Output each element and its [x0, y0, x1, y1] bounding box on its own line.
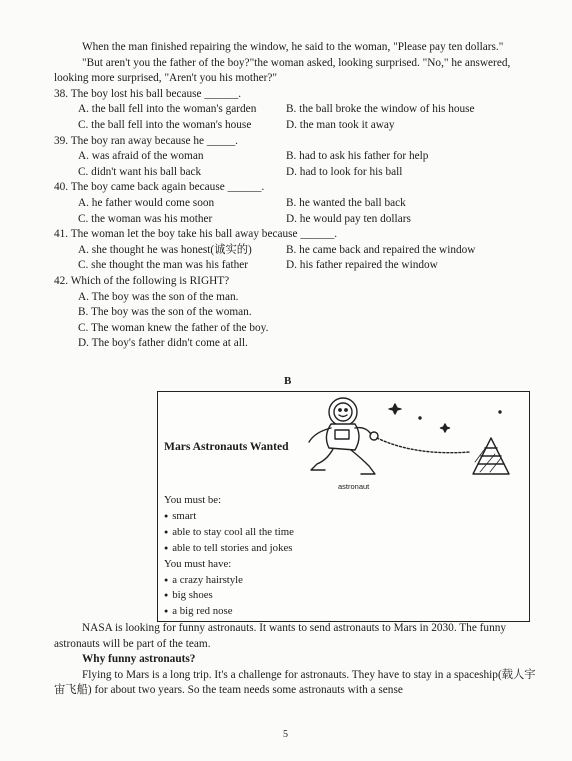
option-c[interactable]: C. the woman was his mother: [78, 212, 213, 225]
option-a[interactable]: A. was afraid of the woman: [78, 150, 204, 163]
list-item: ● able to stay cool all the time: [164, 525, 524, 541]
list-item: ● big shoes: [164, 588, 524, 604]
option-d[interactable]: D. his father repaired the window: [286, 259, 438, 272]
option-c[interactable]: C. The woman knew the father of the boy.: [78, 321, 269, 334]
question-40: [54, 180, 538, 227]
option-a[interactable]: A. she thought he was honest(诚实的): [78, 243, 252, 256]
passage-paragraph: NASA is looking for funny astronauts. It wants to send astronauts to Mars in 2030. The funny astronauts will be part of the team.: [54, 622, 507, 650]
question-stem: 38. The boy lost his ball because ______.: [54, 87, 242, 100]
option-a[interactable]: A. he father would come soon: [78, 196, 215, 209]
question-stem: 41. The woman let the boy take his ball away because ______.: [54, 228, 338, 241]
passage-paragraph: "But aren't you the father of the boy?"the woman asked, looking surprised. "No," he answered, looking more surprised, "Aren't you his mother?": [54, 56, 511, 85]
option-d[interactable]: D. he would pay ten dollars: [286, 212, 411, 225]
list-item: ● a crazy hairstyle: [164, 573, 524, 589]
question-stem: 40. The boy came back again because ______.: [54, 181, 265, 194]
option-b[interactable]: B. The boy was the son of the woman.: [78, 306, 252, 319]
question-41: [54, 227, 538, 274]
must-have-label: You must have:: [164, 557, 232, 570]
option-c[interactable]: C. she thought the man was his father: [78, 259, 249, 272]
list-item: ● a big red nose: [164, 604, 524, 620]
option-b[interactable]: B. he came back and repaired the window: [286, 243, 476, 256]
astronaut-illustration: [295, 394, 525, 484]
passage-paragraph: When the man finished repairing the window, he said to the woman, "Please pay ten dollars.": [82, 41, 504, 53]
page-number: 5: [283, 729, 288, 740]
question-42: [54, 274, 538, 352]
option-a[interactable]: A. The boy was the son of the man.: [78, 290, 239, 303]
option-b[interactable]: B. had to ask his father for help: [286, 150, 429, 163]
question-39: [54, 134, 538, 181]
ad-title: Mars Astronauts Wanted: [164, 440, 289, 453]
mars-astronauts-ad: [157, 391, 530, 622]
option-d[interactable]: D. the man took it away: [286, 118, 395, 131]
passage-top: [54, 40, 538, 352]
question-stem: 39. The boy ran away because he _____.: [54, 134, 238, 147]
option-c[interactable]: C. the ball fell into the woman's house: [78, 118, 252, 131]
image-caption: astronaut: [338, 482, 370, 491]
section-label: B: [284, 375, 292, 387]
option-c[interactable]: C. didn't want his ball back: [78, 165, 202, 178]
list-item: ● able to tell stories and jokes: [164, 541, 524, 557]
question-38: [54, 87, 538, 134]
passage-paragraph: Flying to Mars is a long trip. It's a challenge for astronauts. They have to stay in a spaceship(载人宇宙飞船) for about two years. So the team needs some astronauts with a sense: [54, 668, 536, 697]
question-stem: 42. Which of the following is RIGHT?: [54, 274, 230, 287]
option-d[interactable]: D. The boy's father didn't come at all.: [78, 337, 248, 350]
list-item: ● smart: [164, 509, 524, 525]
must-be-label: You must be:: [164, 494, 222, 506]
option-b[interactable]: B. he wanted the ball back: [286, 196, 406, 209]
option-d[interactable]: D. had to look for his ball: [286, 165, 403, 178]
ad-requirements: [164, 493, 524, 620]
passage-heading: Why funny astronauts?: [82, 653, 196, 666]
option-a[interactable]: A. the ball fell into the woman's garden: [78, 103, 257, 116]
passage-bottom: [54, 621, 538, 699]
option-b[interactable]: B. the ball broke the window of his house: [286, 103, 475, 116]
